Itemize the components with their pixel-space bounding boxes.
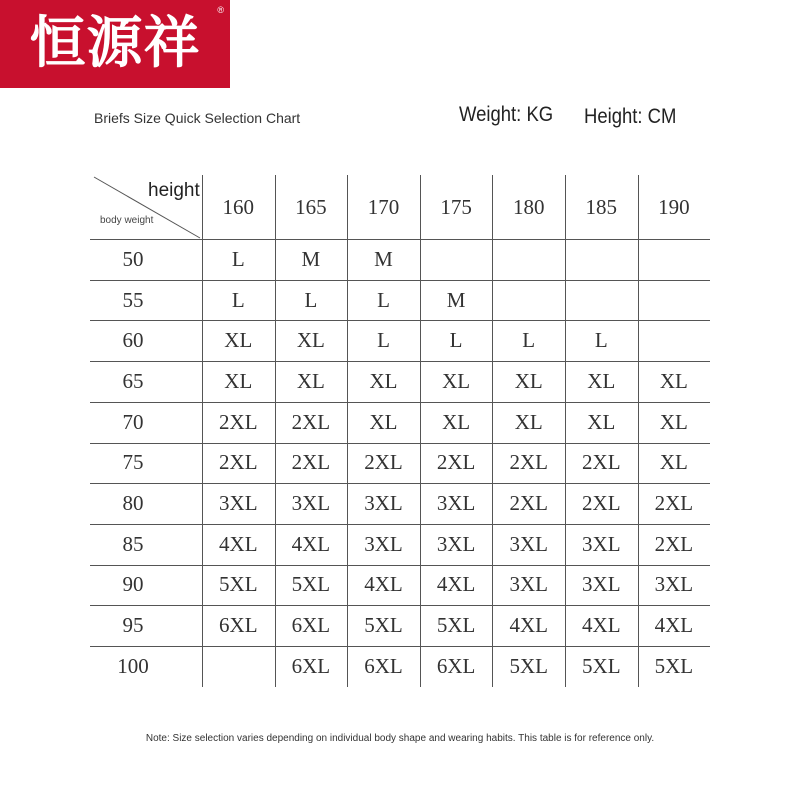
- size-cell: [202, 646, 275, 687]
- size-cell: XL: [659, 368, 688, 393]
- chart-title: Briefs Size Quick Selection Chart: [94, 110, 301, 126]
- size-cell: 3XL: [364, 491, 403, 516]
- row-divider: [90, 402, 710, 403]
- row-header-weight: 80: [122, 491, 144, 516]
- size-cell: 3XL: [436, 531, 476, 556]
- row-header-weight: 90: [122, 572, 144, 597]
- column-header-height: 185: [585, 194, 618, 219]
- size-cell: L: [377, 328, 390, 353]
- size-cell: XL: [224, 328, 253, 353]
- row-divider: [90, 524, 710, 525]
- size-cell: 3XL: [509, 572, 548, 597]
- size-cell: 5XL: [436, 613, 476, 638]
- size-cell: [420, 239, 493, 280]
- column-divider: [275, 175, 276, 687]
- size-cell: XL: [587, 368, 616, 393]
- size-cell: 2XL: [291, 450, 331, 475]
- size-cell: 6XL: [291, 653, 331, 678]
- height-unit-label: Height: CM: [584, 105, 677, 128]
- size-cell: XL: [369, 409, 398, 434]
- size-cell: L: [449, 328, 463, 353]
- column-header-height: 175: [440, 194, 472, 219]
- row-header-weight: 60: [122, 328, 144, 353]
- row-header-weight: 95: [122, 613, 144, 638]
- size-cell: L: [304, 287, 318, 312]
- size-cell: XL: [296, 328, 325, 353]
- size-cell: 4XL: [291, 531, 331, 556]
- size-cell: 5XL: [219, 572, 258, 597]
- size-cell: L: [231, 287, 245, 312]
- size-cell: XL: [659, 450, 688, 475]
- size-cell: 6XL: [364, 653, 403, 678]
- size-cell: [638, 320, 711, 361]
- size-cell: 2XL: [219, 409, 258, 434]
- size-cell: XL: [296, 368, 325, 393]
- size-cell: 3XL: [436, 491, 476, 516]
- size-cell: 4XL: [654, 613, 694, 638]
- size-cell: 3XL: [291, 491, 331, 516]
- registered-mark: ®: [217, 5, 224, 15]
- size-cell: L: [594, 328, 608, 353]
- brand-logo: [0, 0, 230, 88]
- column-header-height: 165: [295, 194, 327, 219]
- size-cell: 2XL: [509, 450, 548, 475]
- size-cell: 2XL: [509, 491, 548, 516]
- size-cell: 6XL: [219, 613, 258, 638]
- size-cell: [638, 280, 711, 321]
- row-divider: [90, 483, 710, 484]
- row-divider: [90, 361, 710, 362]
- column-divider: [202, 175, 203, 687]
- size-cell: XL: [442, 409, 471, 434]
- size-cell: 4XL: [364, 572, 403, 597]
- column-divider: [420, 175, 421, 687]
- size-cell: [492, 239, 565, 280]
- size-cell: 4XL: [509, 613, 548, 638]
- size-cell: M: [374, 246, 393, 271]
- row-divider: [90, 320, 710, 321]
- size-cell: XL: [659, 409, 688, 434]
- size-cell: 3XL: [654, 572, 694, 597]
- size-cell: [565, 280, 638, 321]
- row-header-weight: 100: [117, 653, 149, 678]
- size-table: [90, 175, 700, 687]
- size-cell: [565, 239, 638, 280]
- corner-height-label: height: [148, 180, 200, 201]
- column-header-height: 170: [367, 194, 400, 219]
- size-cell: 5XL: [654, 653, 694, 678]
- size-cell: 3XL: [582, 531, 621, 556]
- footnote: Note: Size selection varies depending on individual body shape and wearing habits. This table is for reference only.: [145, 733, 655, 744]
- size-cell: 5XL: [291, 572, 331, 597]
- column-header-height: 160: [222, 194, 255, 219]
- size-cell: XL: [514, 409, 543, 434]
- size-cell: [638, 239, 711, 280]
- size-cell: [492, 280, 565, 321]
- row-divider: [90, 565, 710, 566]
- size-cell: 2XL: [291, 409, 331, 434]
- size-cell: 2XL: [219, 450, 258, 475]
- brand-logo-text: 恒源祥: [29, 11, 201, 76]
- size-cell: M: [446, 287, 466, 312]
- size-cell: 2XL: [364, 450, 403, 475]
- row-divider: [90, 646, 710, 647]
- column-divider: [565, 175, 566, 687]
- row-divider: [90, 280, 710, 281]
- size-cell: 2XL: [582, 491, 621, 516]
- size-cell: 6XL: [291, 613, 331, 638]
- size-cell: 5XL: [364, 613, 403, 638]
- size-cell: M: [301, 246, 321, 271]
- size-cell: 3XL: [364, 531, 403, 556]
- row-divider: [90, 239, 710, 240]
- size-cell: XL: [514, 368, 543, 393]
- column-divider: [492, 175, 493, 687]
- size-cell: L: [231, 246, 245, 271]
- size-cell: XL: [442, 368, 471, 393]
- size-cell: 5XL: [582, 653, 621, 678]
- size-cell: L: [377, 287, 390, 312]
- size-cell: 3XL: [509, 531, 548, 556]
- size-cell: XL: [587, 409, 616, 434]
- row-header-weight: 55: [122, 287, 144, 312]
- size-cell: 4XL: [436, 572, 476, 597]
- size-cell: 2XL: [582, 450, 621, 475]
- size-cell: 6XL: [436, 653, 476, 678]
- column-header-height: 190: [658, 194, 690, 219]
- size-cell: 3XL: [582, 572, 621, 597]
- row-divider: [90, 605, 710, 606]
- column-divider: [638, 175, 639, 687]
- size-cell: 2XL: [436, 450, 476, 475]
- row-header-weight: 70: [122, 409, 144, 434]
- size-cell: XL: [224, 368, 253, 393]
- size-cell: XL: [369, 368, 398, 393]
- row-header-weight: 75: [122, 450, 144, 475]
- size-cell: 3XL: [219, 491, 258, 516]
- row-header-weight: 85: [122, 531, 144, 556]
- size-cell: 2XL: [654, 491, 694, 516]
- weight-unit-label: Weight: KG: [459, 103, 554, 126]
- size-cell: 4XL: [219, 531, 258, 556]
- size-cell: 4XL: [582, 613, 621, 638]
- corner-weight-label: body weight: [100, 215, 154, 226]
- size-cell: L: [522, 328, 536, 353]
- row-header-weight: 50: [122, 246, 144, 271]
- size-cell: 2XL: [654, 531, 694, 556]
- row-divider: [90, 443, 710, 444]
- column-divider: [347, 175, 348, 687]
- size-cell: 5XL: [509, 653, 548, 678]
- row-header-weight: 65: [122, 368, 144, 393]
- column-header-height: 180: [512, 194, 545, 219]
